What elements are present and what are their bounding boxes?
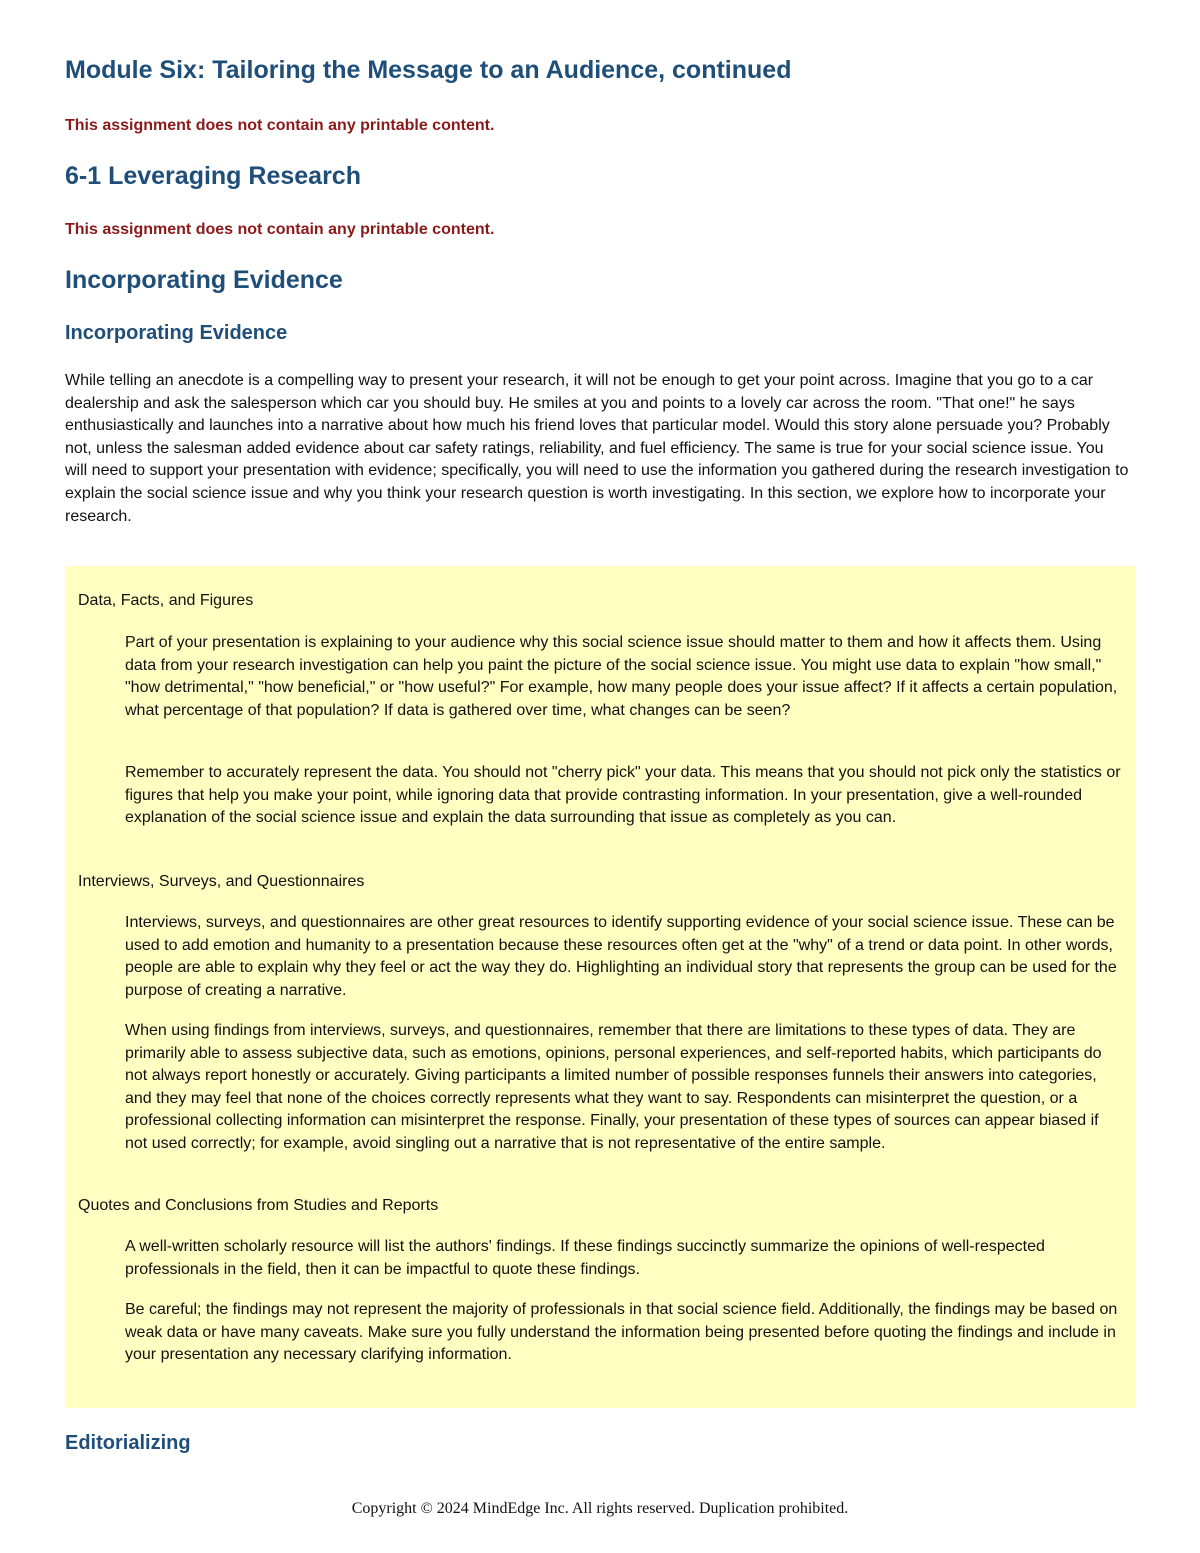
callout-definition: Interviews, surveys, and questionnaires are other great resources to identify supporting evidence of your social science issue. These can be used to add emotion and humanity to a presentation because these resources often get at the "why" of a trend or data point. In other words, people are able to explain why they feel or act the way they do. Highlighting an individual story that represents the group can be used for the purpose of creating a narrative. — [125, 914, 1117, 999]
no-printable-content-notice: This assignment does not contain any printable content. — [65, 117, 495, 134]
callout-definition: Remember to accurately represent the data. You should not "cherry pick" your data. This means that you should not pick only the statistics or figures that help you make your point, while ignoring data that provide contrasting information. In your presentation, give a well-rounded explanation of the social science issue and explain the data surrounding that issue as completely as you can. — [125, 764, 1121, 827]
section-title: 6-1 Leveraging Research — [65, 162, 361, 190]
callout-definition: A well-written scholarly resource will list the authors' findings. If these findings succinctly summarize the opinions of well-respected professionals in the field, then it can be impactful to quote these findings. — [125, 1238, 1045, 1278]
callout-definition: Part of your presentation is explaining to your audience why this social science issue should matter to them and how it affects them. Using data from your research investigation can help you paint the picture of the social science issue. You might use data to explain "how small," "how detrimental," "how beneficial," or "how useful?" For example, how many people does your issue affect? If it affects a certain population, what percentage of that population? If data is gathered over time, what changes can be seen? — [125, 634, 1118, 719]
intro-paragraph: While telling an anecdote is a compelling way to present your research, it will not be enough to get your point across. Imagine that you go to a car dealership and ask the salesperson which car you should buy. He smiles at you and points to a lovely car across the room. "That one!" he says enthusiastically and launches into a narrative about how much his friend loves that particular model. Would this story alone persuade you? Probably not, unless the salesman added evidence about car safety ratings, reliability, and fuel efficiency. The same is true for your social science issue. You will need to support your presentation with evidence; specifically, you will need to use the information you gathered during the research investigation to explain the social science issue and why you think your research question is worth investigating. In this section, we explore how to incorporate your research. — [65, 372, 1129, 525]
callout-definition: When using findings from interviews, surveys, and questionnaires, remember that there are limitations to these types of data. They are primarily able to assess subjective data, such as emotions, opinions, personal experiences, and self-reported habits, which participants do not always report honestly or accurately. Giving participants a limited number of possible responses funnels their answers into categories, and they may feel that none of the choices correctly represents what they want to say. Respondents can misinterpret the question, or a professional collecting information can misinterpret the response. Finally, your presentation of these types of sources can appear biased if not used correctly; for example, avoid singling out a narrative that is not representative of the entire sample. — [125, 1022, 1102, 1152]
evidence-types-callout — [65, 566, 1135, 1408]
module-title: Module Six: Tailoring the Message to an Audience, continued — [65, 56, 792, 84]
callout-term: Data, Facts, and Figures — [78, 592, 254, 609]
copyright-footer: Copyright © 2024 MindEdge Inc. All rights reserved. Duplication prohibited. — [351, 1500, 849, 1517]
callout-term: Quotes and Conclusions from Studies and Reports — [78, 1197, 439, 1214]
editorializing-title: Editorializing — [65, 1432, 191, 1454]
callout-definition: Be careful; the findings may not represent the majority of professionals in that social science field. Additionally, the findings may be based on weak data or have many caveats. Make sure you fully understand the information being presented before quoting the findings and include in your presentation any necessary clarifying information. — [125, 1301, 1118, 1364]
no-printable-content-notice: This assignment does not contain any printable content. — [65, 221, 495, 238]
topic-title: Incorporating Evidence — [65, 266, 343, 294]
subtopic-title: Incorporating Evidence — [65, 322, 288, 344]
callout-term: Interviews, Surveys, and Questionnaires — [78, 873, 365, 890]
